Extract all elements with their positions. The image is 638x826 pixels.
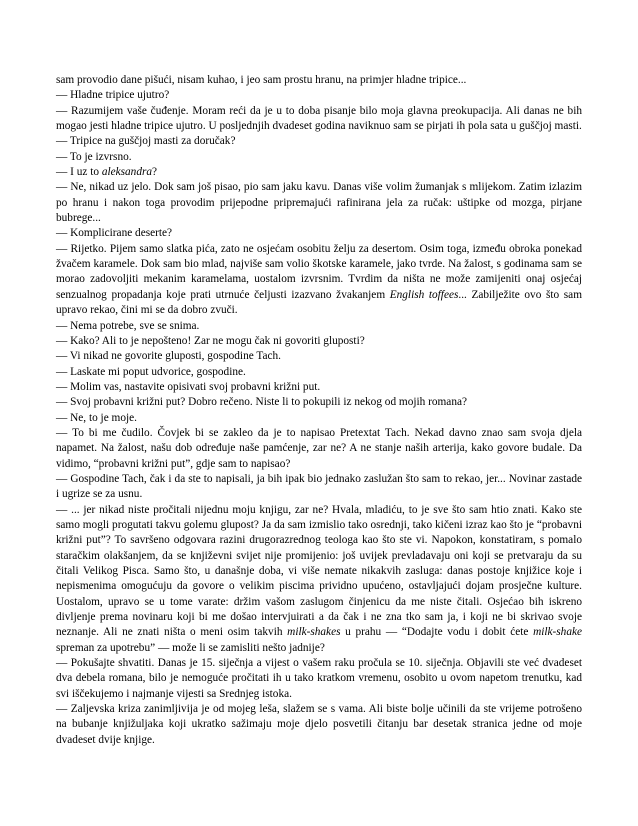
text-run: sam provodio dane pišući, nisam kuhao, i jeo sam prostu hranu, na primjer hladne tripice... bbox=[56, 74, 467, 86]
text-paragraph bbox=[56, 426, 582, 472]
text-run: ? bbox=[152, 166, 158, 179]
text-run: — Hladne tripice ujutro? bbox=[56, 89, 170, 102]
text-paragraph bbox=[56, 226, 582, 241]
text-run: — Gospodine Tach, čak i da ste to napisali, ja bih ipak bio jednako zaslužan što sam to rekao, jer... Novinar zastade i ugrize se za usnu. bbox=[56, 472, 582, 501]
text-run: — ... jer nikad niste pročitali nijednu moju knjigu, zar ne? Hvala, mladiću, to je sve što sam htio znati. Kako ste samo mogli progutati takvu golemu glupost? Ja da sam izmislio tako osrednji, tako kičeni izraz kao što je “probavni križni put”? To savršeno odgovara razini drugorazrednog teologa kao što ste vi. Napokon, konstatiram, s pomalo staračkim olakšanjem, da se književni svijet nije promijenio: još uvijek prevladavaju oni koji se pretvaraju da su čitali Velikog Pisca. Samo što, u današnje doba, vi više nemate nikakvih zasluga: danas postoje knjižice koje i nepismenima omogućuju da govore o velikim piscima prividno upućeno, ostavljajući dojam prosječne kulture. Uostalom, upravo se u tome varate: držim vašom zaslugom činjenicu da me niste čitali. Osjećao bih iskreno divljenje prema novinaru koji bi me došao intervjuirati a da čak i ne zna tko sam ja, i koji ne bi skrivao svoje neznanje. Ali ne znati ništa o meni osim takvih bbox=[56, 503, 582, 639]
text-run: — To bi me čudilo. Čovjek bi se zakleo da je to napisao Pretextat Tach. Nekad davno znao sam svoja djela napamet. Na žalost, našu dob određuje naše pamćenje, zar ne? A ne stanje naših arterija, kako govore budale. Da vidimo, “probavni križni put”, gdje sam to napisao? bbox=[56, 426, 582, 470]
text-run: ... Zabilježite ovo što sam upravo rekao, čini mi se da dobro zvuči. bbox=[56, 288, 582, 317]
text-paragraph bbox=[56, 150, 582, 165]
text-paragraph bbox=[56, 380, 582, 395]
text-run: — Zaljevska kriza zanimljivija je od mojeg leša, slažem se s vama. Ali biste bolje učinili da ste vrijeme potrošeno na bubanje knjižuljaka koji ukratko sažimaju moje djelo posvetili čitanju bar desetak stranica jedne od moje dvadeset dvije knjige. bbox=[56, 703, 582, 746]
text-paragraph bbox=[56, 411, 582, 426]
document-page bbox=[56, 73, 582, 748]
text-run: — Vi nikad ne govorite gluposti, gospodine Tach. bbox=[56, 350, 281, 363]
text-run: — I uz to bbox=[56, 166, 102, 179]
text-paragraph bbox=[56, 395, 582, 410]
italic-text: milk-shakes bbox=[287, 626, 341, 639]
text-run: — Tripice na guščjoj masti za doručak? bbox=[56, 135, 236, 148]
text-run: — Rijetko. Pijem samo slatka pića, zato ne osjećam osobitu želju za desertom. Osim toga, između obroka ponekad žvačem karamele. Dok sam bio mlad, najviše sam volio škotske karamele, jako tvrde. Na žalost, s godinama sam se morao zadovoljiti mekanim karamelama, uostalom izvrsnim. Tvrdim da ništa ne može zamijeniti onaj osjećaj senzualnog propadanja koje prati utrnuće čeljusti izazvano žvakanjem bbox=[56, 242, 582, 301]
text-run: — Pokušajte shvatiti. Danas je 15. siječnja a vijest o vašem raku pročula se 10. siječnja. Objavili ste već dvadeset dva debela romana, bilo je nemoguće pročitati ih u tako kratkom vremenu, osobito u ovom napetom trenutku, kad svi iščekujemo i najmanje vijesti sa Srednjeg istoka. bbox=[56, 657, 582, 700]
text-paragraph bbox=[56, 702, 582, 748]
italic-text: aleksandra bbox=[101, 166, 153, 179]
text-paragraph bbox=[56, 104, 582, 135]
text-run: — Laskate mi poput udvorice, gospodine. bbox=[56, 365, 246, 378]
text-paragraph bbox=[56, 180, 582, 226]
text-paragraph bbox=[56, 88, 582, 103]
italic-text: milk-shake bbox=[533, 626, 582, 639]
text-paragraph bbox=[56, 503, 582, 656]
text-run: — Kako? Ali to je nepošteno! Zar ne mogu čak ni govoriti gluposti? bbox=[56, 334, 365, 347]
text-run: — Razumijem vaše čuđenje. Moram reći da je u to doba pisanje bilo moja glavna preokupacija. Ali danas ne bih mogao jesti hladne tripice ujutro. U posljednjih dvadeset godina naviknuo sam se pirjati ih pola sata u guščjoj masti. bbox=[56, 104, 582, 133]
text-paragraph bbox=[56, 656, 582, 702]
text-run: — Svoj probavni križni put? Dobro rečeno. Niste li to pokupili iz nekog od mojih romana? bbox=[56, 396, 468, 409]
text-run: — Molim vas, nastavite opisivati svoj probavni križni put. bbox=[56, 380, 321, 393]
italic-text: English toffees bbox=[389, 288, 459, 301]
text-run: — Ne, to je moje. bbox=[56, 411, 137, 424]
text-run: — Ne, nikad uz jelo. Dok sam još pisao, pio sam jaku kavu. Danas više volim žumanjak s mlijekom. Zatim izlazim po hranu i nakon toga provodim prijepodne pripremajući rafinirana jela za ručak: uštipke od mozga, pirjane bubrege... bbox=[56, 181, 582, 225]
text-run: spreman za upotrebu” — može li se zamisliti nešto jadnije? bbox=[56, 641, 325, 654]
text-paragraph bbox=[56, 334, 582, 349]
text-paragraph bbox=[56, 349, 582, 364]
text-run: — Komplicirane deserte? bbox=[56, 227, 173, 240]
text-paragraph bbox=[56, 242, 582, 319]
text-paragraph bbox=[56, 319, 582, 334]
text-run: u prahu — “Dodajte vodu i dobit ćete bbox=[340, 626, 534, 639]
text-paragraph bbox=[56, 365, 582, 380]
text-paragraph bbox=[56, 134, 582, 149]
text-paragraph bbox=[56, 73, 582, 88]
text-paragraph bbox=[56, 472, 582, 503]
text-paragraph bbox=[56, 165, 582, 180]
text-run: — Nema potrebe, sve se snima. bbox=[56, 319, 200, 332]
text-run: — To je izvrsno. bbox=[56, 150, 132, 163]
